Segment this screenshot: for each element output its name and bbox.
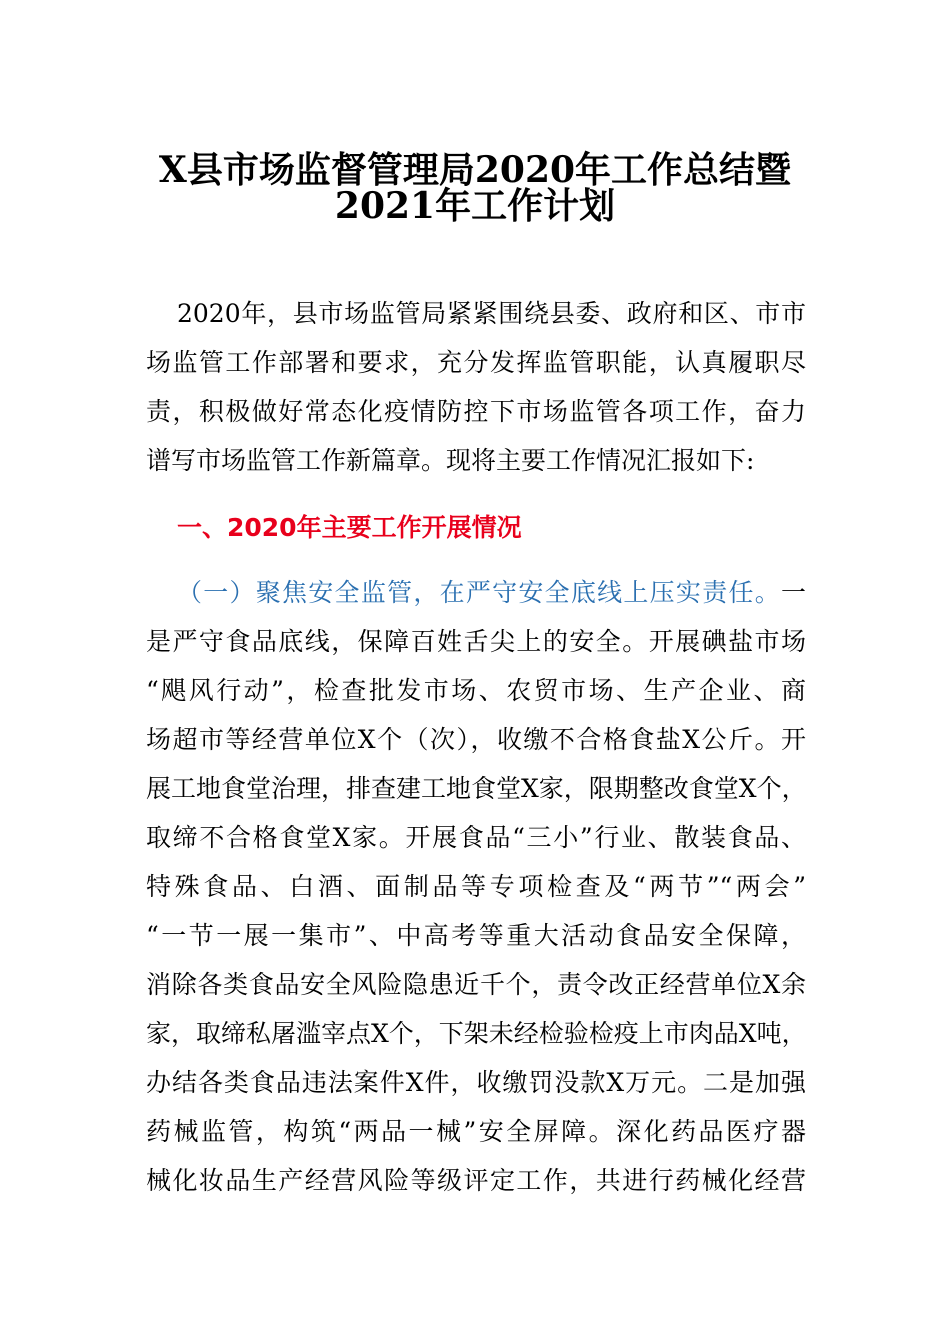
subheading: （一）聚焦安全监管，在严守安全底线上压实责任。 xyxy=(177,578,781,607)
section-line: 展工地食堂治理，排查建工地食堂X家，限期整改食堂X个， xyxy=(146,774,807,803)
intro-line: 场监管工作部署和要求，充分发挥监管职能，认真履职尽 xyxy=(146,348,806,377)
section-line: 取缔不合格食堂X家。开展食品“三小”行业、散装食品、 xyxy=(146,823,806,852)
subheading-tail: 一 xyxy=(780,578,806,607)
section-heading: 一、2020年主要工作开展情况 xyxy=(177,513,522,542)
section-line: 械化妆品生产经营风险等级评定工作，共进行药械化经营 xyxy=(146,1166,806,1195)
section-line: “飓风行动”，检查批发市场、农贸市场、生产企业、商 xyxy=(146,676,806,705)
document-title-line-1: X县市场监督管理局2020年工作总结暨 xyxy=(158,149,792,191)
section-line: 消除各类食品安全风险隐患近千个，责令改正经营单位X余 xyxy=(146,970,806,999)
document-title-line-2: 2021年工作计划 xyxy=(334,185,616,227)
section-line: 是严守食品底线，保障百姓舌尖上的安全。开展碘盐市场 xyxy=(146,627,806,656)
section-first-line xyxy=(146,568,806,617)
section-paragraph xyxy=(146,568,806,1205)
section-line: 办结各类食品违法案件X件，收缴罚没款X万元。二是加强 xyxy=(146,1068,806,1097)
section-line: 药械监管，构筑“两品一械”安全屏障。深化药品医疗器 xyxy=(146,1117,806,1146)
section-line: 家，取缔私屠滥宰点X个，下架未经检验检疫上市肉品X吨， xyxy=(146,1019,807,1048)
intro-line: 责，积极做好常态化疫情防控下市场监管各项工作，奋力 xyxy=(146,397,806,426)
section-line: 特殊食品、白酒、面制品等专项检查及“两节”“两会” xyxy=(146,872,806,901)
section-line: 场超市等经营单位X个（次），收缴不合格食盐X公斤。开 xyxy=(146,725,806,754)
section-line: “一节一展一集市”、中高考等重大活动食品安全保障， xyxy=(146,921,806,950)
intro-paragraph xyxy=(146,289,806,485)
intro-line: 谱写市场监管工作新篇章。现将主要工作情况汇报如下: xyxy=(146,446,755,475)
intro-line: 2020年，县市场监管局紧紧围绕县委、政府和区、市市 xyxy=(177,299,806,328)
